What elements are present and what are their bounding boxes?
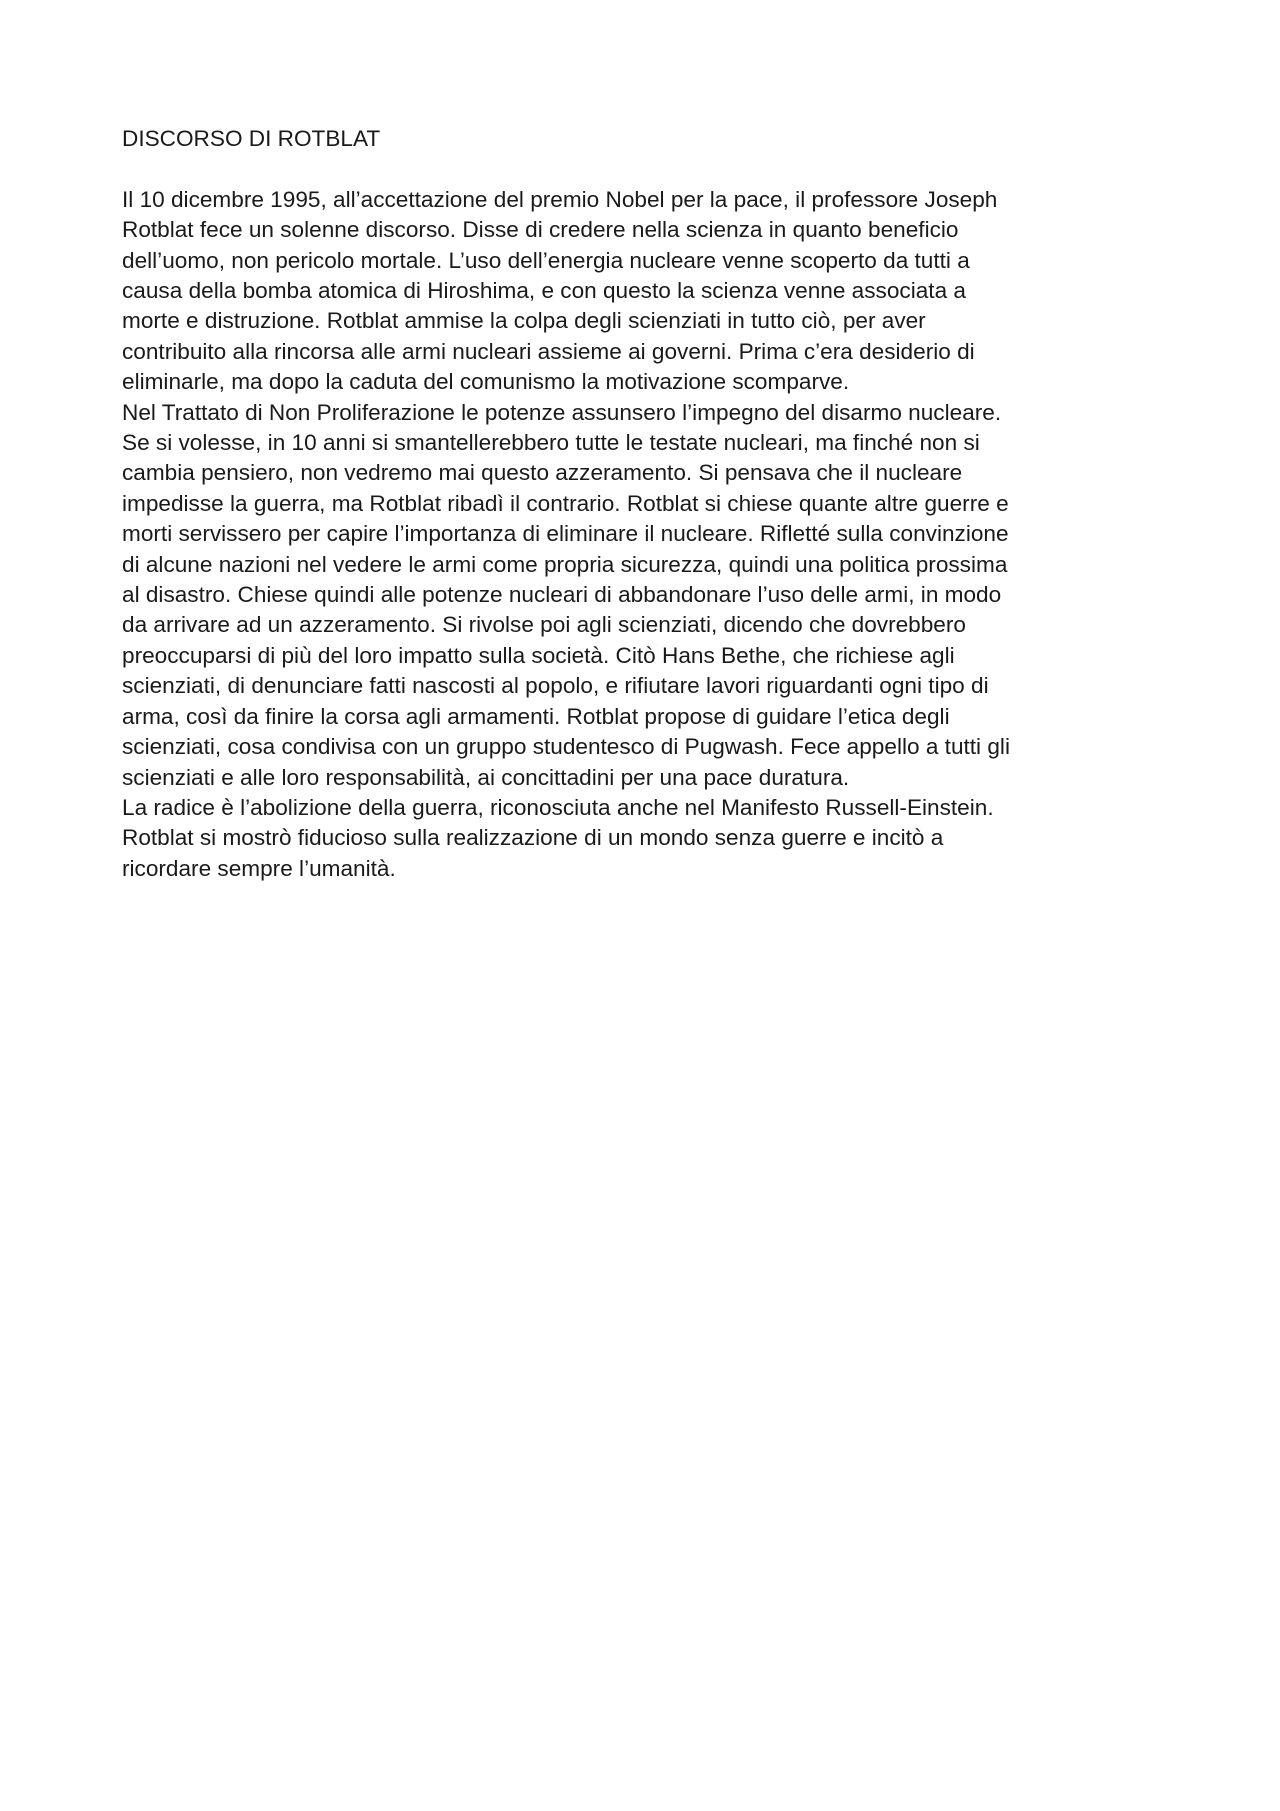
text-line: morte e distruzione. Rotblat ammise la colpa degli scienziati in tutto ciò, per aver	[122, 308, 926, 334]
text-line: scienziati, cosa condivisa con un gruppo studentesco di Pugwash. Fece appello a tutti gli	[122, 734, 1010, 760]
text-line: eliminarle, ma dopo la caduta del comunismo la motivazione scomparve.	[122, 369, 850, 395]
text-line: Nel Trattato di Non Proliferazione le potenze assunsero l’impegno del disarmo nucleare.	[122, 399, 1002, 425]
text-line: scienziati e alle loro responsabilità, ai concittadini per una pace duratura.	[122, 764, 850, 790]
text-line: da arrivare ad un azzeramento. Si rivolse poi agli scienziati, dicendo che dovrebbero	[122, 612, 966, 638]
text-line: dell’uomo, non pericolo mortale. L’uso dell’energia nucleare venne scoperto da tutti a	[122, 247, 970, 273]
text-line: preoccuparsi di più del loro impatto sulla società. Citò Hans Bethe, che richiese agli	[122, 642, 955, 668]
text-line: morti servissero per capire l’importanza di eliminare il nucleare. Rifletté sulla convinzione	[122, 521, 1009, 547]
text-line: di alcune nazioni nel vedere le armi come propria sicurezza, quindi una politica prossima	[122, 551, 1008, 577]
text-line: Rotblat fece un solenne discorso. Disse di credere nella scienza in quanto beneficio	[122, 217, 959, 243]
text-line: causa della bomba atomica di Hiroshima, e con questo la scienza venne associata a	[122, 278, 966, 304]
text-line: contribuito alla rincorsa alle armi nucleari assieme ai governi. Prima c’era desiderio di	[122, 338, 975, 364]
text-line: cambia pensiero, non vedremo mai questo azzeramento. Si pensava che il nucleare	[122, 460, 963, 486]
text-line: Se si volesse, in 10 anni si smantellerebbero tutte le testate nucleari, ma finché non si	[122, 430, 980, 456]
document-text	[122, 185, 1182, 884]
text-line: scienziati, di denunciare fatti nascosti al popolo, e rifiutare lavori riguardanti ogni tipo di	[122, 673, 989, 699]
text-line: Il 10 dicembre 1995, all’accettazione del premio Nobel per la pace, il professore Joseph	[122, 186, 998, 212]
text-line: ricordare sempre l’umanità.	[122, 855, 396, 881]
text-line: al disastro. Chiese quindi alle potenze nucleari di abbandonare l’uso delle armi, in modo	[122, 582, 1002, 608]
document-body	[122, 124, 1182, 884]
text-line: Rotblat si mostrò fiducioso sulla realizzazione di un mondo senza guerre e incitò a	[122, 825, 944, 851]
text-line: La radice è l’abolizione della guerra, riconosciuta anche nel Manifesto Russell-Einstein.	[122, 794, 994, 820]
text-line: arma, così da finire la corsa agli armamenti. Rotblat propose di guidare l’etica degli	[122, 703, 950, 729]
text-line: impedisse la guerra, ma Rotblat ribadì il contrario. Rotblat si chiese quante altre guerre e	[122, 490, 1009, 516]
document-title: DISCORSO DI ROTBLAT	[122, 126, 381, 151]
